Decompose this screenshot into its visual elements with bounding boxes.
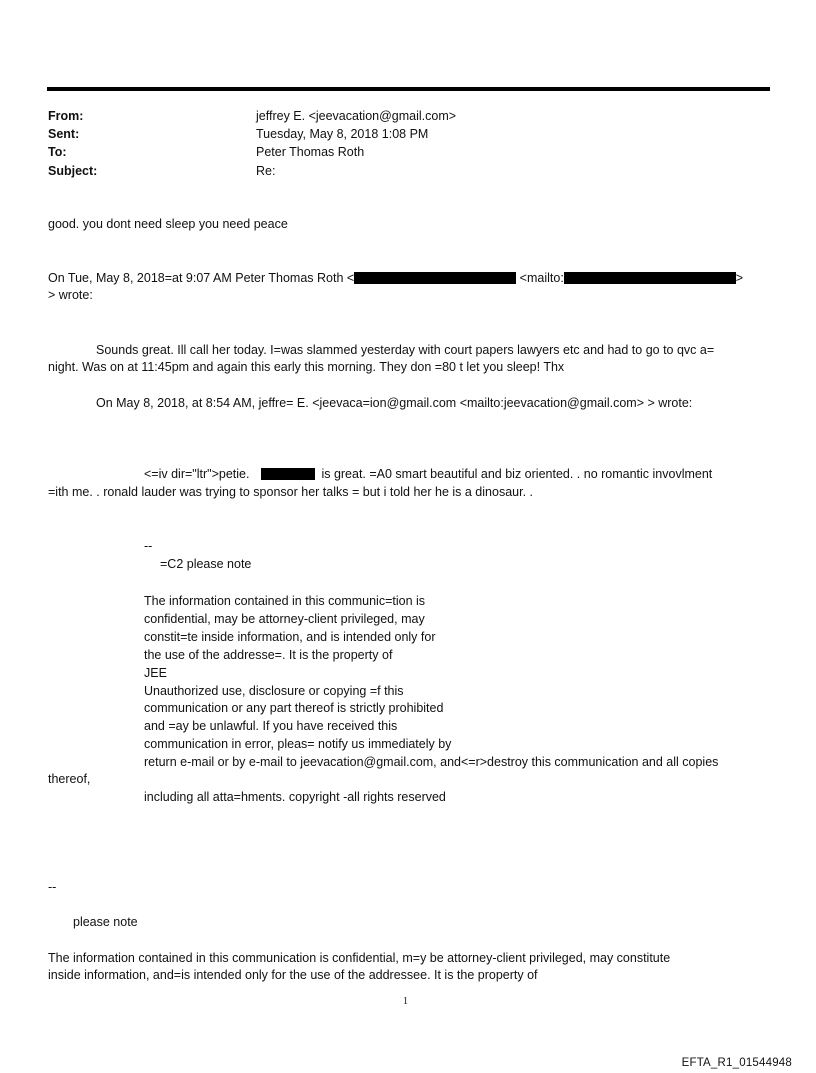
redaction-block xyxy=(261,468,315,480)
page-number: 1 xyxy=(403,996,408,1007)
signature-line: the use of the addresse=. It is the property of xyxy=(144,648,393,662)
disclaimer-line: inside information, and=is intended only for the use of the addressee. It is the property of xyxy=(48,968,538,982)
signature-line: confidential, may be attorney-client privileged, may xyxy=(144,612,425,626)
from-value: jeffrey E. <jeevacation@gmail.com> xyxy=(256,109,457,123)
p2-text-b: is great. =A0 smart beautiful and biz oriented. . no romantic invovlment xyxy=(321,467,713,481)
signature-line: The information contained in this communic=tion is xyxy=(144,594,426,608)
quote1-wrote: > wrote: xyxy=(48,288,93,302)
disclaimer-line: The information contained in this communication is confidential, m=y be attorney-client privileged, may constitute xyxy=(48,951,671,965)
signature-line: thereof, xyxy=(48,772,91,786)
signature-line: JEE xyxy=(144,666,167,680)
quoted-paragraph-line xyxy=(144,467,712,482)
quoted-paragraph-line: Sounds great. Ill call her today. I=was slammed yesterday with court papers lawyers etc and had to go to qvc a= xyxy=(96,343,715,357)
signature-line: Unauthorized use, disclosure or copying =f this xyxy=(144,684,404,698)
document-id: EFTA_R1_01544948 xyxy=(681,1057,792,1069)
subject-label: Subject: xyxy=(48,164,98,178)
quoted-paragraph-line: night. Was on at 11:45pm and again this early this morning. They don =80 t let you sleep! Thx xyxy=(48,360,565,374)
quoted-paragraph-line: =ith me. . ronald lauder was trying to sponsor her talks = but i told her he is a dinosaur. . xyxy=(48,485,533,499)
signature-note: =C2 please note xyxy=(160,557,252,571)
signature-note: please note xyxy=(73,915,138,929)
quote1-end: > xyxy=(735,271,744,285)
from-label: From: xyxy=(48,109,84,123)
signature-line: including all atta=hments. copyright -all rights reserved xyxy=(144,790,446,804)
quote1-mailto: <mailto: xyxy=(516,271,564,285)
subject-value: Re: xyxy=(256,164,276,178)
signature-dash: -- xyxy=(144,539,153,553)
reply-text: good. you dont need sleep you need peace xyxy=(48,217,288,231)
quote1-header xyxy=(48,271,743,286)
signature-line: communication in error, pleas= notify us immediately by xyxy=(144,737,452,751)
signature-line: and =ay be unlawful. If you have received this xyxy=(144,719,398,733)
sent-label: Sent: xyxy=(48,127,80,141)
signature-line: communication or any part thereof is strictly prohibited xyxy=(144,701,444,715)
sent-value: Tuesday, May 8, 2018 1:08 PM xyxy=(256,127,429,141)
to-value: Peter Thomas Roth xyxy=(256,145,365,159)
signature-line: return e-mail or by e-mail to jeevacation@gmail.com, and<=r>destroy this communication and all copies xyxy=(144,755,719,769)
p2-text-a: <=iv dir="ltr">petie. xyxy=(144,467,250,481)
redaction-block xyxy=(354,272,516,284)
signature-line: constit=te inside information, and is intended only for xyxy=(144,630,436,644)
redaction-block xyxy=(564,272,736,284)
header-rule xyxy=(47,87,770,91)
to-label: To: xyxy=(48,145,67,159)
quote1-prefix: On Tue, May 8, 2018=at 9:07 AM Peter Thomas Roth < xyxy=(48,271,355,285)
quote2-header: On May 8, 2018, at 8:54 AM, jeffre= E. <jeevaca=ion@gmail.com <mailto:jeevacation@gmail.com> > wrote: xyxy=(96,396,693,410)
signature-dash: -- xyxy=(48,880,57,894)
